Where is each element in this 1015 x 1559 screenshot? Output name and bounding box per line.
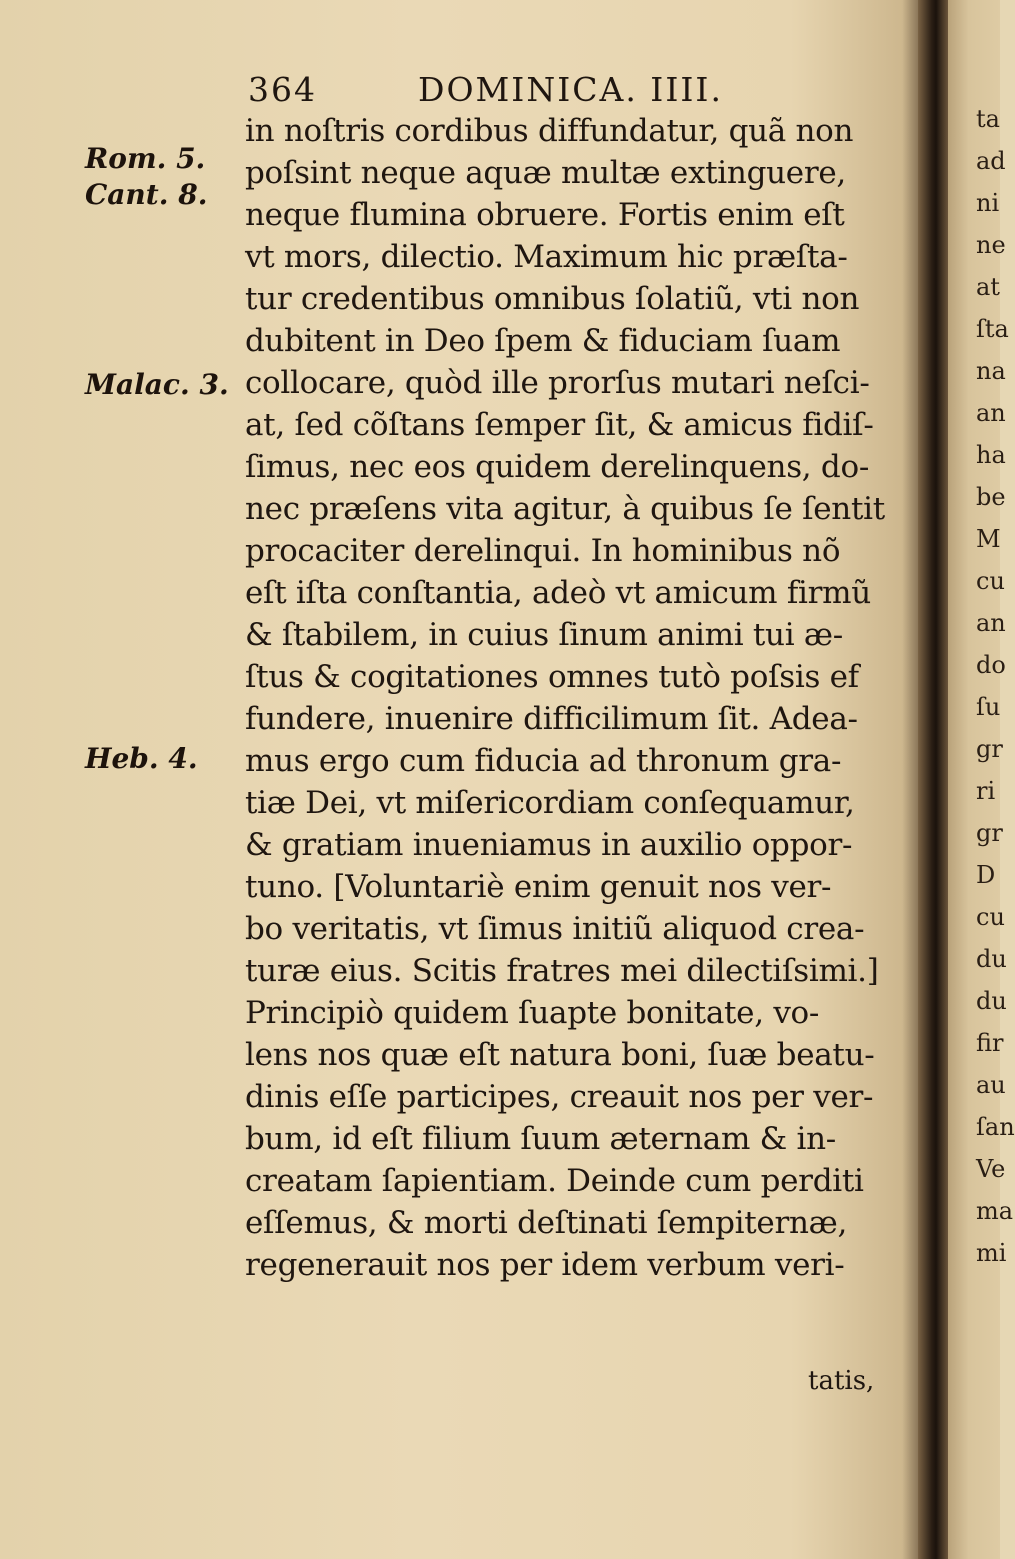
text-line: tur credentibus omnibus ſolatiũ, vti non xyxy=(245,281,860,317)
text-line: ſtus & cogitationes omnes tutò poſsis ef xyxy=(245,659,859,695)
next-page-fragment: be xyxy=(976,483,1006,511)
text-line: tiæ Dei, vt miſericordiam conſequamur, xyxy=(245,785,855,821)
next-page-fragment: M xyxy=(976,525,1001,553)
text-line: lens nos quæ eſt natura boni, ſuæ beatu- xyxy=(245,1037,875,1073)
next-page-fragment: cu xyxy=(976,567,1005,595)
next-page-fragment: ſta xyxy=(976,315,1009,343)
next-page-fragment: au xyxy=(976,1071,1006,1099)
book-gutter xyxy=(918,0,948,1559)
text-line: vt mors, dilectio. Maximum hic præſta- xyxy=(245,239,848,275)
next-page-fragment: ne xyxy=(976,231,1006,259)
text-line: fundere, inuenire difficilimum ſit. Adea- xyxy=(245,701,858,737)
text-line: & ſtabilem, in cuius ſinum animi tui æ- xyxy=(245,617,843,653)
next-page-fragment: D xyxy=(976,861,996,889)
next-page-fragment: ni xyxy=(976,189,1000,217)
text-line: eſſemus, & morti deſtinati ſempiternæ, xyxy=(245,1205,848,1241)
next-page-fragment: ta xyxy=(976,105,1000,133)
next-page-fragment: gr xyxy=(976,819,1003,847)
text-line: tuno. [Voluntariè enim genuit nos ver- xyxy=(245,869,832,905)
next-page-fragment: du xyxy=(976,987,1007,1015)
next-page-fragment: ſu xyxy=(976,693,1001,721)
text-line: collocare, quòd ille prorſus mutari neſci- xyxy=(245,365,870,401)
text-line: Principiò quidem ſuapte bonitate, vo- xyxy=(245,995,820,1031)
text-line: poſsint neque aquæ multæ extinguere, xyxy=(245,155,846,191)
next-page-fragment: do xyxy=(976,651,1006,679)
catchword: tatis, xyxy=(808,1366,875,1396)
margin-note-malac: Malac. 3. xyxy=(85,368,229,401)
text-line: nec præſens vita agitur, à quibus ſe ſentit xyxy=(245,491,885,527)
text-line: dinis eſſe participes, creauit nos per ver- xyxy=(245,1079,874,1115)
next-page-fragment: ſan xyxy=(976,1113,1015,1141)
next-page-fragment: mi xyxy=(976,1239,1007,1267)
text-line: creatam ſapientiam. Deinde cum perditi xyxy=(245,1163,864,1199)
next-page-fragment: na xyxy=(976,357,1006,385)
text-line: bum, id eſt filium ſuum æternam & in- xyxy=(245,1121,836,1157)
text-line: & gratiam inueniamus in auxilio oppor- xyxy=(245,827,853,863)
next-page-fragment: ad xyxy=(976,147,1006,175)
text-line: neque flumina obruere. Fortis enim eſt xyxy=(245,197,845,233)
page-number: 364 xyxy=(248,70,317,109)
next-page-fragment: du xyxy=(976,945,1007,973)
text-line: turæ eius. Scitis fratres mei dilectiſsimi.] xyxy=(245,953,879,989)
text-line: procaciter derelinqui. In hominibus nõ xyxy=(245,533,841,569)
text-line: dubitent in Deo ſpem & fiduciam ſuam xyxy=(245,323,841,359)
next-page-fragment: Ve xyxy=(976,1155,1006,1183)
next-page-fragment: an xyxy=(976,399,1006,427)
text-line: mus ergo cum fiducia ad thronum gra- xyxy=(245,743,842,779)
text-line: at, ſed cõſtans ſemper ſit, & amicus fidiſ- xyxy=(245,407,874,443)
next-page-fragment: ma xyxy=(976,1197,1014,1225)
running-head xyxy=(248,70,808,114)
text-line: regenerauit nos per idem verbum veri- xyxy=(245,1247,845,1283)
margin-note-rom: Rom. 5. xyxy=(85,142,206,175)
margin-note-heb: Heb. 4. xyxy=(85,742,198,775)
next-page-fragment: cu xyxy=(976,903,1005,931)
next-page-fragment: ha xyxy=(976,441,1006,469)
text-line: ſimus, nec eos quidem derelinquens, do- xyxy=(245,449,869,485)
text-line: bo veritatis, vt ſimus initiũ aliquod crea- xyxy=(245,911,865,947)
margin-note-cant: Cant. 8. xyxy=(85,178,208,211)
next-page-fragment: at xyxy=(976,273,1000,301)
text-line: eſt iſta conſtantia, adeò vt amicum firmũ xyxy=(245,575,871,611)
next-page-fragment: fir xyxy=(976,1029,1004,1057)
body-text xyxy=(245,110,890,1286)
next-page-fragment: ri xyxy=(976,777,996,805)
next-page-fragment: an xyxy=(976,609,1006,637)
text-line: in noſtris cordibus diffundatur, quã non xyxy=(245,113,854,149)
page-title: DOMINICA. IIII. xyxy=(418,70,723,109)
next-page-fragment: gr xyxy=(976,735,1003,763)
